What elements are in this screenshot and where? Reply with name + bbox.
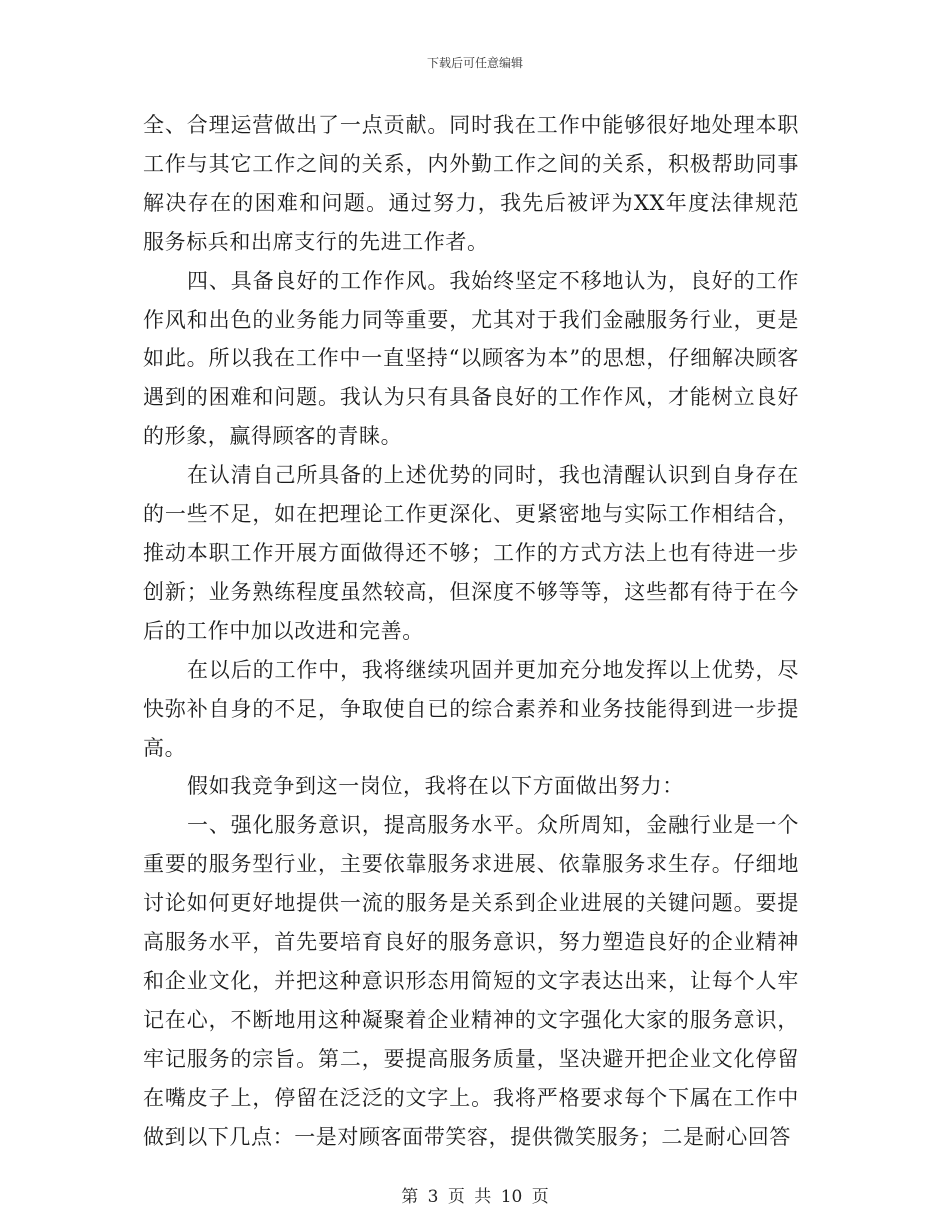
page-header: 下载后可任意编辑 — [426, 56, 523, 70]
page-number: 第 3 页 共 10 页 — [401, 1187, 549, 1207]
paragraph: 在认清自己所具备的上述优势的同时，我也清醒认识到自身存在的一些不足，如在把理论工作更深化、更紧密地与实际工作相结合，推动本职工作开展方面做得还不够；工作的方式方法上也有待进一步创新；业务熟练程度虽然较高，但深度不够等等，这些都有待于在今后的工作中加以改进和完善。 — [143, 463, 799, 643]
document-body — [143, 106, 799, 1156]
paragraph: 假如我竞争到这一岗位，我将在以下方面做出努力： — [187, 774, 684, 799]
paragraph: 全、合理运营做出了一点贡献。同时我在工作中能够很好地处理本职工作与其它工作之间的关系，内外勤工作之间的关系，积极帮助同事解决存在的困难和问题。通过努力，我先后被评为XX年度法律规范服务标兵和出席支行的先进工作者。 — [143, 113, 799, 254]
paragraph: 一、强化服务意识，提高服务水平。众所周知，金融行业是一个重要的服务型行业，主要依靠服务求进展、依靠服务求生存。仔细地讨论如何更好地提供一流的服务是关系到企业进展的关键问题。要提高服务水平，首先要培育良好的服务意识，努力塑造良好的企业精神和企业文化，并把这种意识形态用简短的文字表达出来，让每个人牢记在心，不断地用这种凝聚着企业精神的文字强化大家的服务意识，牢记服务的宗旨。第二，要提高服务质量，坚决避开把企业文化停留在嘴皮子上，停留在泛泛的文字上。我将严格要求每个下属在工作中做到以下几点：一是对顾客面带笑容，提供微笑服务；二是耐心回答 — [143, 813, 799, 1149]
paragraph: 在以后的工作中，我将继续巩固并更加充分地发挥以上优势，尽快弥补自身的不足，争取使自已的综合素养和业务技能得到进一步提高。 — [143, 657, 799, 760]
paragraph: 四、具备良好的工作作风。我始终坚定不移地认为，良好的工作作风和出色的业务能力同等重要，尤其对于我们金融服务行业，更是如此。所以我在工作中一直坚持“以顾客为本”的思想，仔细解决顾客遇到的困难和问题。我认为只有具备良好的工作作风，才能树立良好的形象，赢得顾客的青睐。 — [143, 268, 799, 449]
